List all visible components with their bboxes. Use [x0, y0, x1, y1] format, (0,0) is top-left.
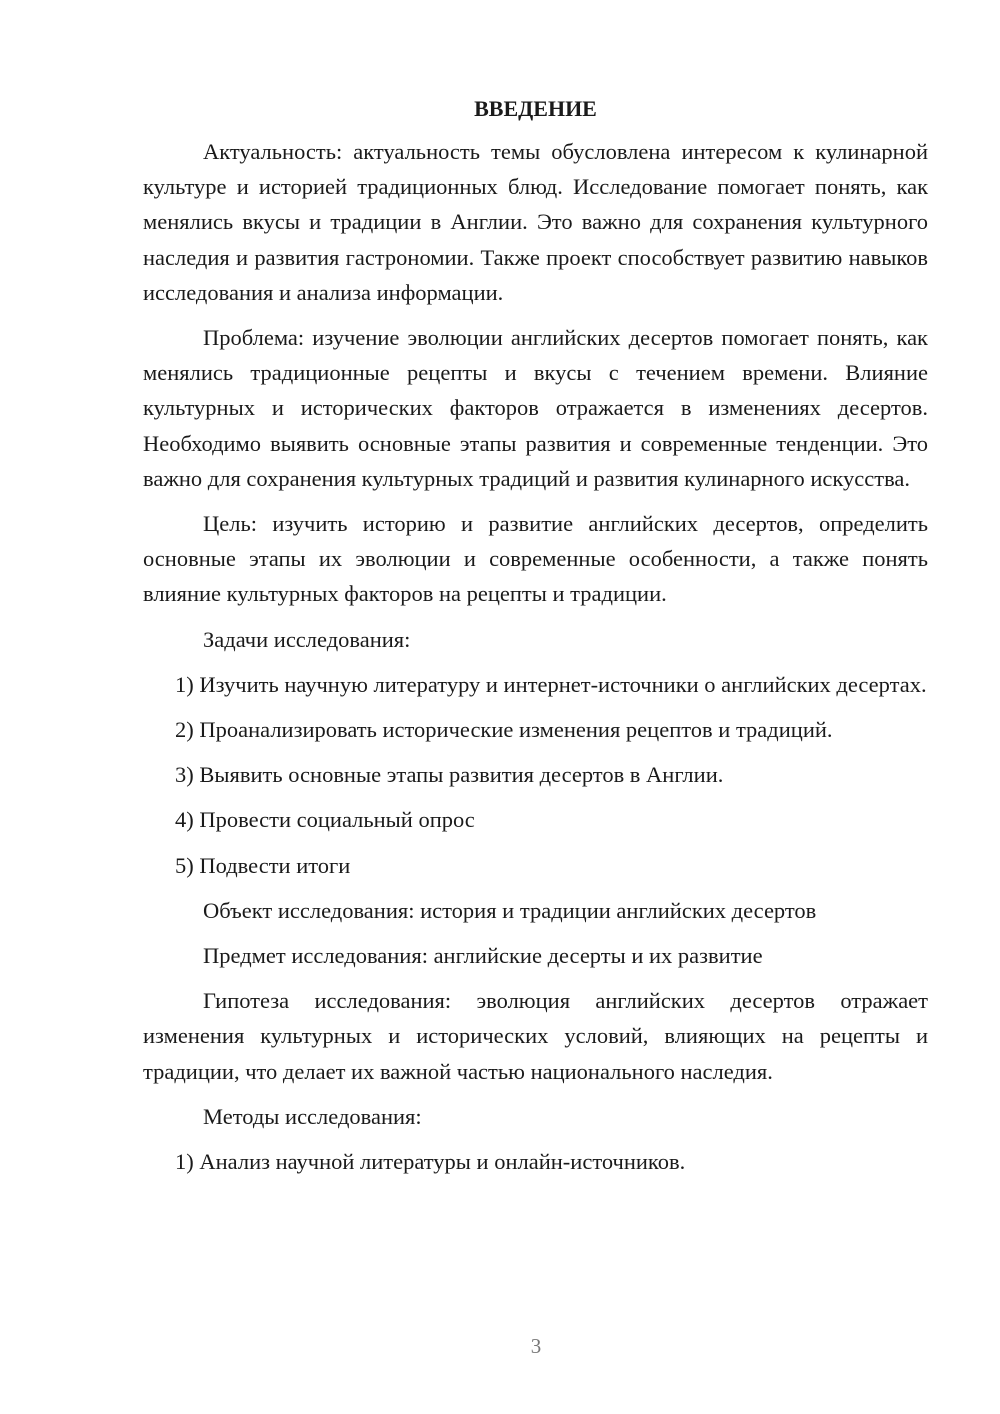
methods-heading: Методы исследования: — [203, 1103, 422, 1129]
relevance-paragraph: Актуальность: актуальность темы обусловлена интересом к кулинарной культуре и историей традиционных блюд. Исследование помогает понять, как менялись вкусы и традиции в Англии. Это важно для сохранения культурного наследия и развития гастрономии. Также проект способствует развитию навыков исследования и анализа информации. — [143, 139, 928, 305]
page-number: 3 — [530, 1334, 542, 1358]
hypothesis-paragraph: Гипотеза исследования: эволюция английских десертов отражает изменения культурных и исторических условий, влияющих на рецепты и традиции, что делает их важной частью национального наследия. — [143, 988, 928, 1084]
task-item: 4) Провести социальный опрос — [175, 807, 475, 833]
section-title: ВВЕДЕНИЕ — [474, 96, 597, 121]
tasks-heading: Задачи исследования: — [203, 626, 411, 652]
method-item: 1) Анализ научной литературы и онлайн-источников. — [175, 1149, 686, 1175]
task-item: 3) Выявить основные этапы развития десертов в Англии. — [175, 762, 724, 788]
problem-paragraph: Проблема: изучение эволюции английских десертов помогает понять, как менялись традиционные рецепты и вкусы с течением времени. Влияние культурных и исторических факторов отражается в изменениях десертов. Необходимо выявить основные этапы развития и современные тенденции. Это важно для сохранения культурных традиций и развития кулинарного искусства. — [143, 325, 928, 491]
task-item: 1) Изучить научную литературу и интернет-источники о английских десертах. — [175, 671, 927, 697]
task-item: 5) Подвести итоги — [175, 852, 351, 878]
object-paragraph: Объект исследования: история и традиции английских десертов — [203, 897, 817, 923]
subject-paragraph: Предмет исследования: английские десерты и их развитие — [203, 943, 763, 969]
goal-paragraph: Цель: изучить историю и развитие английских десертов, определить основные этапы их эволюции и современные особенности, а также понять влияние культурных факторов на рецепты и традиции. — [143, 511, 928, 607]
task-item: 2) Проанализировать исторические изменения рецептов и традиций. — [175, 717, 833, 743]
page-content — [143, 92, 928, 1189]
